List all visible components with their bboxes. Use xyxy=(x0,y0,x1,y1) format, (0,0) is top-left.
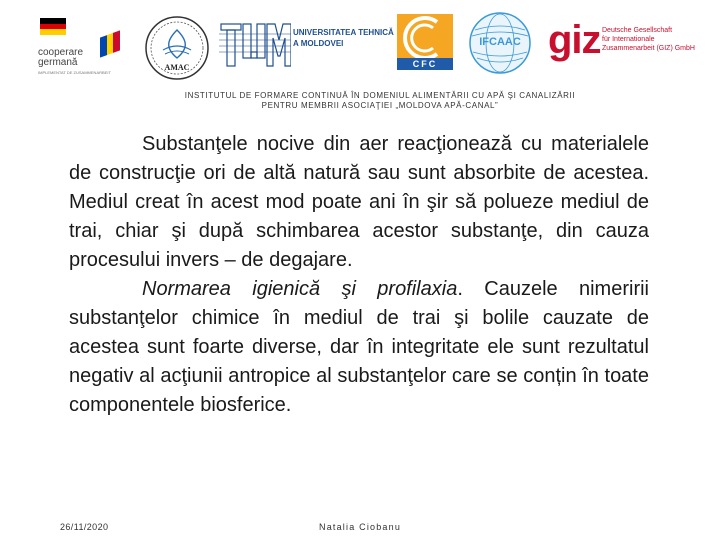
footer-date: 26/11/2020 xyxy=(60,522,109,532)
giz-logo xyxy=(548,18,695,66)
cooperation-sublabel: IMPLEMENTAT DE ZUSAMMENARBEIT xyxy=(38,70,111,75)
paragraph-2-body: . Cauzele nimeririi substanţelor chimice în mediul de trai şi bolile cauzate de acestea sunt foarte diverse, dar în integritate ele sunt rezultatul negativ al acţiunii antropice al substanţelor care se conțin în toate componentele biosferice. xyxy=(69,278,649,416)
moldova-flag-icon xyxy=(100,30,120,57)
paragraph-2-heading: Normarea igienică şi profilaxia xyxy=(142,278,458,300)
cfc-label: CFC xyxy=(412,59,438,69)
giz-label: Deutsche Gesellschaft für Internationale Zusammenarbeit (GIZ) GmbH xyxy=(602,27,695,52)
institute-line-2: PENTRU MEMBRII ASOCIAŢIEI „MOLDOVA APĂ-CANAL” xyxy=(261,101,499,110)
utm-logo xyxy=(219,16,394,72)
utm-label: UNIVERSITATEA TEHNICĂ A MOLDOVEI xyxy=(293,28,394,48)
paragraph-1: Substanţele nocive din aer reacţionează cu materialele de construcţie ori de altă natură sau sunt absorbite de acestea. Mediul creat în acest mod poate ani în şir să polueze mediul de trai, chiar şi după schimbarea acestor substanţe, din cauza procesului invers – de degajare. xyxy=(69,133,649,271)
utm-mark-icon xyxy=(219,18,291,70)
cfc-logo xyxy=(397,14,453,70)
main-text xyxy=(69,130,649,420)
paragraph-2 xyxy=(69,275,649,420)
ifcaac-logo xyxy=(469,12,531,74)
giz-wordmark: giz xyxy=(548,18,601,62)
cooperare-germana-logo xyxy=(30,18,126,76)
ifcaac-label: IFCAAC xyxy=(479,36,521,48)
germany-flag-icon xyxy=(40,18,66,35)
institute-line-1: INSTITUTUL DE FORMARE CONTINUĂ ÎN DOMENIUL ALIMENTĂRII CU APĂ ŞI CANALIZĂRII xyxy=(184,91,576,100)
cooperation-label: cooperare germană xyxy=(38,47,84,68)
amac-seal-logo xyxy=(143,14,211,82)
logo-bar xyxy=(0,0,720,84)
footer-author: Natalia Ciobanu xyxy=(319,522,402,532)
institute-header xyxy=(90,91,670,111)
amac-label: AMAC xyxy=(164,63,190,72)
